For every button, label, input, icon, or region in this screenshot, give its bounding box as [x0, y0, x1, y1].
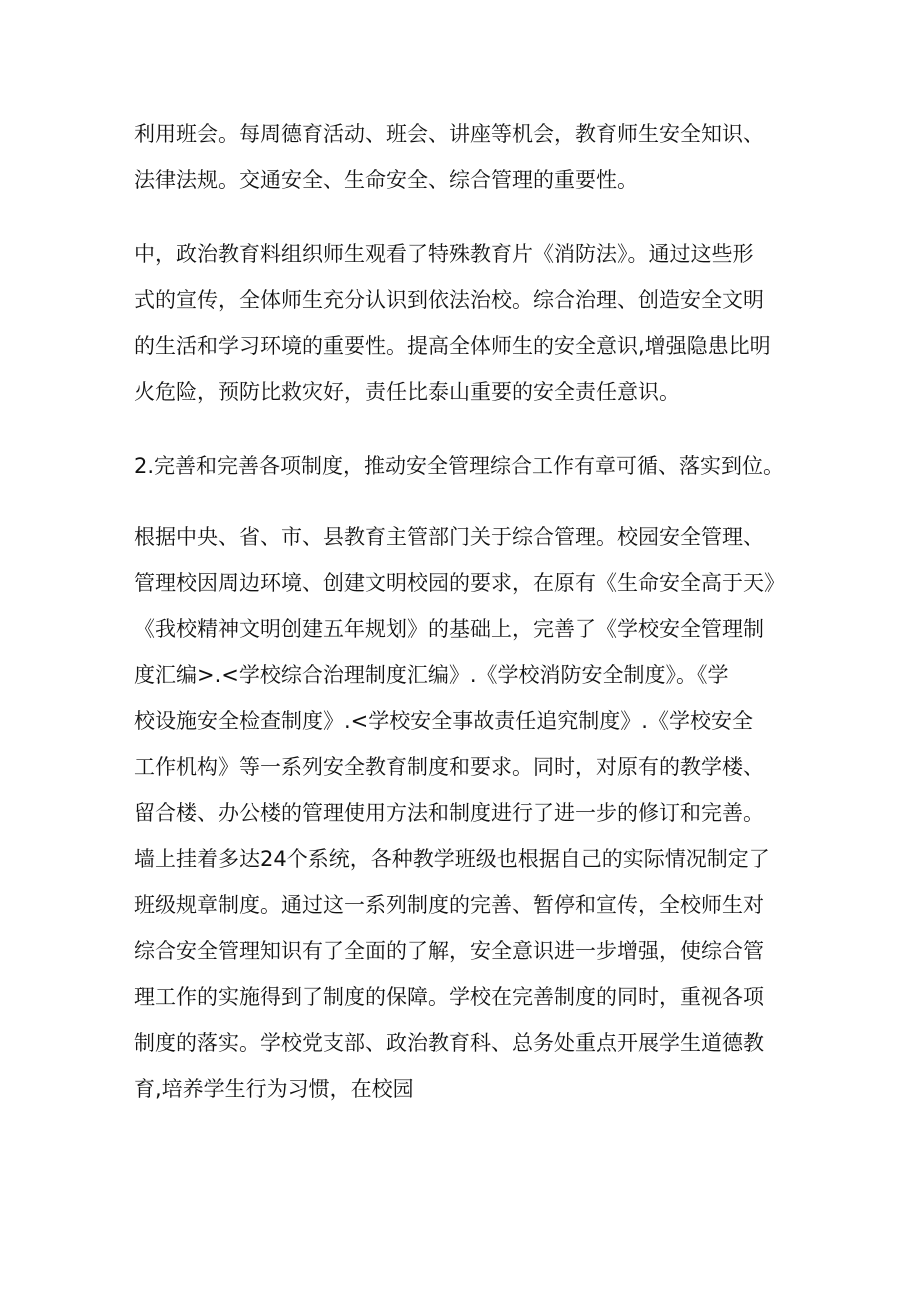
text-line: 育,培养学生行为习惯，在校园	[134, 1077, 414, 1101]
text-line: 校设施安全检查制度》.<学校安全事故责任追究制度》.《学校安全	[134, 709, 753, 733]
text-line: 度汇编>.<学校综合治理制度汇编》.《学校消防安全制度》。《学	[134, 663, 729, 687]
paragraph-regulations	[134, 514, 814, 1112]
text-line: 理工作的实施得到了制度的保障。学校在完善制度的同时，重视各项	[134, 985, 764, 1009]
text-line: 综合安全管理知识有了全面的了解，安全意识进一步增强，使综合管	[134, 939, 764, 963]
text-line: 的生活和学习环境的重要性。提高全体师生的安全意识,增强隐患比明	[134, 334, 771, 358]
text-line: 《我校精神文明创建五年规划》的基础上，完善了《学校安全管理制	[134, 617, 764, 641]
text-line: 管理校因周边环境、创建文明校园的要求，在原有《生命安全高于天》	[134, 571, 785, 595]
text-line: 利用班会。每周德育活动、班会、讲座等机会，教育师生安全知识、	[134, 122, 764, 146]
text-line: 墙上挂着多达24个系统，各种教学班级也根据自己的实际情况制定了	[134, 847, 770, 871]
text-line: 中，政治教育料组织师生观看了特殊教育片《消防法》。通过这些形	[134, 242, 754, 266]
text-line: 法律法规。交通安全、生命安全、综合管理的重要性。	[134, 168, 638, 192]
text-line: 根据中央、省、市、县教育主管部门关于综合管理。校园安全管理、	[134, 525, 764, 549]
section-heading	[134, 443, 814, 489]
text-line: 制度的落实。学校党支部、政治教育科、总务处重点开展学生道德教	[134, 1031, 764, 1055]
paragraph-class-meetings	[134, 111, 814, 203]
paragraph-fire-safety-film	[134, 231, 814, 415]
text-line: 火危险，预防比救灾好，责任比泰山重要的安全责任意识。	[134, 380, 680, 404]
text-line: 工作机构》等一系列安全教育制度和要求。同时，对原有的教学楼、	[134, 755, 764, 779]
text-line: 留合楼、办公楼的管理使用方法和制度进行了进一步的修订和完善。	[134, 801, 764, 825]
text-line: 式的宣传，全体师生充分认识到依法治校。综合治理、创造安全文明	[134, 288, 764, 312]
text-line: 班级规章制度。通过这一系列制度的完善、暂停和宣传，全校师生对	[134, 893, 764, 917]
text-line: 2.完善和完善各项制度，推动安全管理综合工作有章可循、落实到位。	[134, 454, 785, 478]
